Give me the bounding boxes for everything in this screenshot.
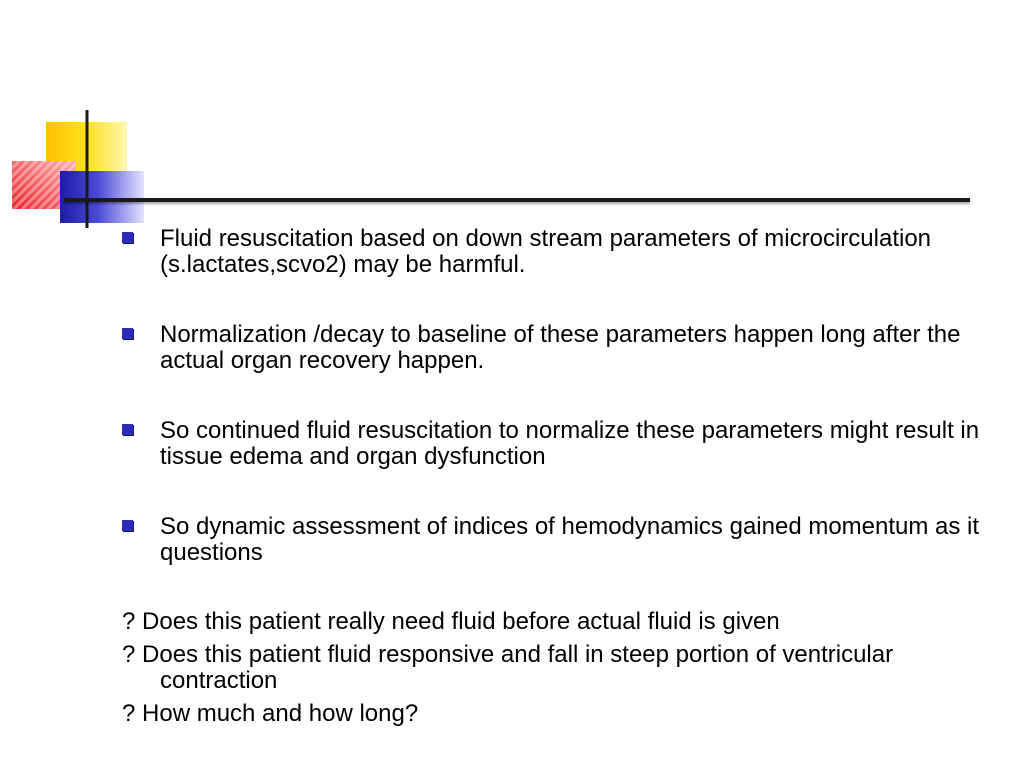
question-line: ? Does this patient fluid responsive and fall in steep portion of ventricular contraction bbox=[122, 641, 894, 694]
square-bullet-icon bbox=[122, 328, 133, 339]
question-list bbox=[122, 609, 982, 734]
question-line: ? How much and how long? bbox=[122, 700, 419, 727]
title-divider-line bbox=[64, 198, 970, 202]
square-bullet-icon bbox=[122, 232, 133, 243]
bullet-text: So dynamic assessment of indices of hemodynamics gained momentum as it questions bbox=[160, 513, 980, 566]
square-bullet-icon bbox=[122, 424, 133, 435]
list-item bbox=[122, 322, 982, 374]
bullet-text: So continued fluid resuscitation to normalize these parameters might result in tissue edema and organ dysfunction bbox=[160, 417, 980, 470]
list-item bbox=[122, 514, 982, 566]
blue-square bbox=[60, 171, 144, 223]
bullet-text: Fluid resuscitation based on down stream parameters of microcirculation (s.lactates,scvo2) may be harmful. bbox=[160, 225, 932, 278]
bullet-list bbox=[122, 226, 982, 610]
list-item bbox=[122, 226, 982, 278]
list-item bbox=[122, 418, 982, 470]
bullet-text: Normalization /decay to baseline of these parameters happen long after the actual organ recovery happen. bbox=[160, 321, 961, 374]
question-line: ? Does this patient really need fluid before actual fluid is given bbox=[122, 608, 780, 635]
decorative-squares-graphic bbox=[0, 0, 160, 240]
square-bullet-icon bbox=[122, 520, 133, 531]
